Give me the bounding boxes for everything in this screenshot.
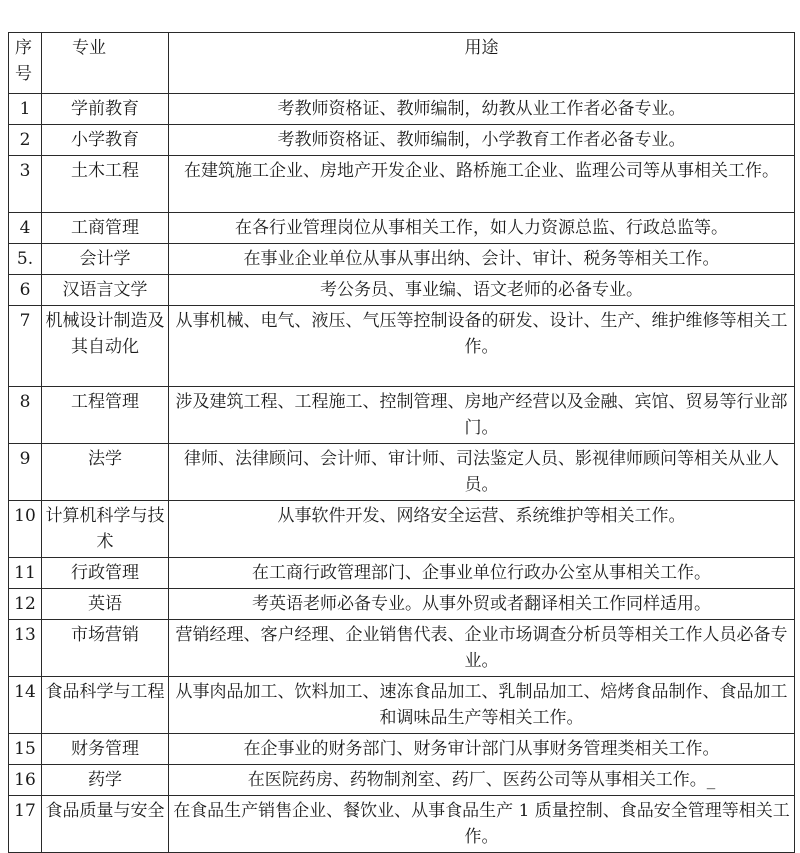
table-row bbox=[9, 734, 795, 765]
row-no: 14 bbox=[9, 677, 42, 734]
row-major: 小学教育 bbox=[42, 125, 169, 156]
table-row bbox=[9, 444, 795, 501]
table-row bbox=[9, 589, 795, 620]
row-major: 机械设计制造及其自动化 bbox=[42, 306, 169, 387]
row-use: 在食品生产销售企业、餐饮业、从事食品生产 1 质量控制、食品安全管理等相关工作。 bbox=[169, 796, 795, 853]
table-row bbox=[9, 501, 795, 558]
table-row bbox=[9, 244, 795, 275]
row-use: 从事肉品加工、饮料加工、速冻食品加工、乳制品加工、焙烤食品制作、食品加工和调味品生产等相关工作。 bbox=[169, 677, 795, 734]
row-no: 11 bbox=[9, 558, 42, 589]
row-use: 涉及建筑工程、工程施工、控制管理、房地产经营以及金融、宾馆、贸易等行业部门。 bbox=[169, 387, 795, 444]
row-no: 13 bbox=[9, 620, 42, 677]
table-row bbox=[9, 156, 795, 213]
row-use: 考教师资格证、教师编制，小学教育工作者必备专业。 bbox=[169, 125, 795, 156]
row-no: 15 bbox=[9, 734, 42, 765]
row-use: 在医院药房、药物制剂室、药厂、医药公司等从事相关工作。_ bbox=[169, 765, 795, 796]
row-major: 工商管理 bbox=[42, 213, 169, 244]
table-row bbox=[9, 677, 795, 734]
table-row bbox=[9, 558, 795, 589]
row-major: 食品质量与安全 bbox=[42, 796, 169, 853]
header-no: 序号 bbox=[9, 33, 42, 94]
majors-table bbox=[8, 32, 795, 853]
row-major: 工程管理 bbox=[42, 387, 169, 444]
row-major: 财务管理 bbox=[42, 734, 169, 765]
row-use: 从事机械、电气、液压、气压等控制设备的研发、设计、生产、维护维修等相关工作。 bbox=[169, 306, 795, 387]
row-no: 9 bbox=[9, 444, 42, 501]
table-row bbox=[9, 275, 795, 306]
row-use: 在各行业管理岗位从事相关工作，如人力资源总监、行政总监等。 bbox=[169, 213, 795, 244]
table-row bbox=[9, 94, 795, 125]
header-major: 专业 bbox=[42, 33, 169, 94]
table-row bbox=[9, 796, 795, 853]
row-use: 在事业企业单位从事从事出纳、会计、审计、税务等相关工作。 bbox=[169, 244, 795, 275]
row-major: 法学 bbox=[42, 444, 169, 501]
document-page bbox=[8, 32, 794, 853]
row-no: 2 bbox=[9, 125, 42, 156]
row-major: 会计学 bbox=[42, 244, 169, 275]
table-row bbox=[9, 620, 795, 677]
row-no: 5. bbox=[9, 244, 42, 275]
row-no: 7 bbox=[9, 306, 42, 387]
table-row bbox=[9, 125, 795, 156]
row-no: 4 bbox=[9, 213, 42, 244]
row-no: 6 bbox=[9, 275, 42, 306]
header-use: 用途 bbox=[169, 33, 795, 94]
table-row bbox=[9, 306, 795, 387]
row-no: 10 bbox=[9, 501, 42, 558]
row-use: 在企事业的财务部门、财务审计部门从事财务管理类相关工作。 bbox=[169, 734, 795, 765]
row-major: 市场营销 bbox=[42, 620, 169, 677]
row-major: 汉语言文学 bbox=[42, 275, 169, 306]
table-row bbox=[9, 765, 795, 796]
table-header-row bbox=[9, 33, 795, 94]
table-row bbox=[9, 387, 795, 444]
row-no: 3 bbox=[9, 156, 42, 213]
row-major: 学前教育 bbox=[42, 94, 169, 125]
row-no: 8 bbox=[9, 387, 42, 444]
row-use: 营销经理、客户经理、企业销售代表、企业市场调查分析员等相关工作人员必备专业。 bbox=[169, 620, 795, 677]
row-major: 药学 bbox=[42, 765, 169, 796]
row-use: 考公务员、事业编、语文老师的必备专业。 bbox=[169, 275, 795, 306]
row-use: 考英语老师必备专业。从事外贸或者翻译相关工作同样适用。 bbox=[169, 589, 795, 620]
row-major: 土木工程 bbox=[42, 156, 169, 213]
row-use: 考教师资格证、教师编制，幼教从业工作者必备专业。 bbox=[169, 94, 795, 125]
table-row bbox=[9, 213, 795, 244]
row-use: 在工商行政管理部门、企事业单位行政办公室从事相关工作。 bbox=[169, 558, 795, 589]
row-use: 律师、法律顾问、会计师、审计师、司法鉴定人员、影视律师顾问等相关从业人员。 bbox=[169, 444, 795, 501]
row-no: 16 bbox=[9, 765, 42, 796]
row-no: 12 bbox=[9, 589, 42, 620]
row-major: 食品科学与工程 bbox=[42, 677, 169, 734]
row-no: 1 bbox=[9, 94, 42, 125]
row-no: 17 bbox=[9, 796, 42, 853]
row-use: 在建筑施工企业、房地产开发企业、路桥施工企业、监理公司等从事相关工作。 bbox=[169, 156, 795, 213]
row-use: 从事软件开发、网络安全运营、系统维护等相关工作。 bbox=[169, 501, 795, 558]
row-major: 行政管理 bbox=[42, 558, 169, 589]
row-major: 英语 bbox=[42, 589, 169, 620]
row-major: 计算机科学与技术 bbox=[42, 501, 169, 558]
